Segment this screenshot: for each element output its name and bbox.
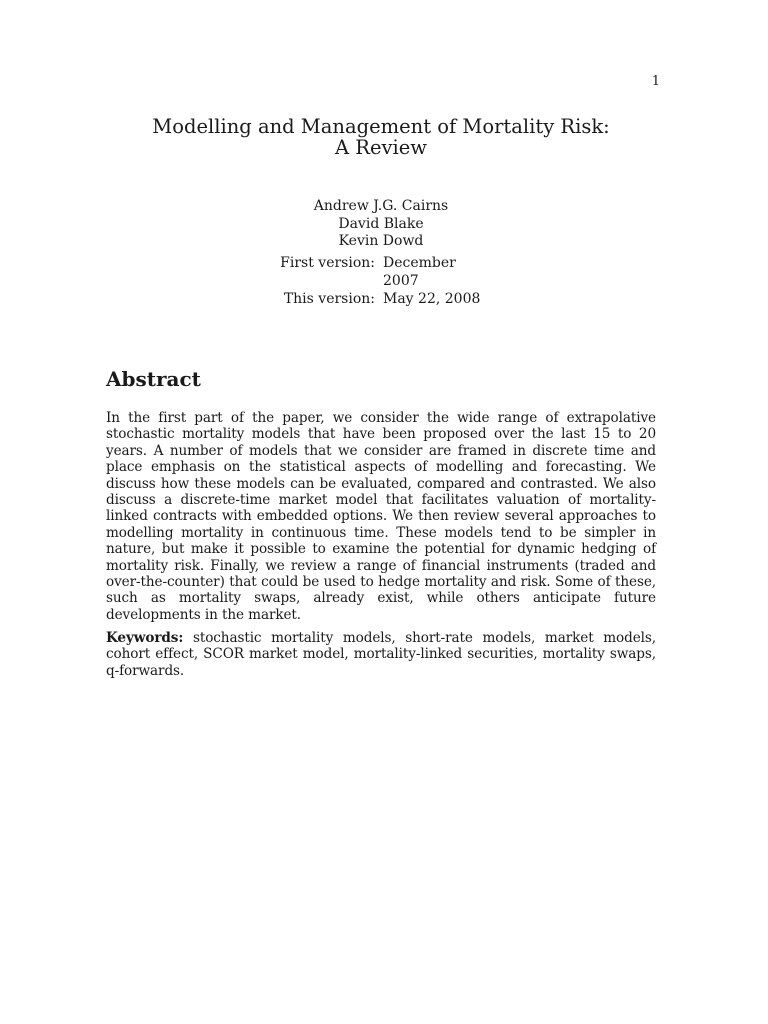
version-date: December 2007 (383, 255, 456, 289)
author-list (200, 198, 562, 251)
title-line-2: A Review (335, 136, 427, 159)
keywords-text: stochastic mortality models, short-rate models, market models, cohort effect, SCOR market model, mortality-linked securities, mortality swaps, q-forwards. (106, 630, 656, 679)
abstract-body: In the first part of the paper, we consider the wide range of extrapolative stochastic mortality models that have been proposed over the last 15 to 20 years. A number of models that we consider are framed in discrete time and place emphasis on the statistical aspects of modelling and forecasting. We discuss how these models can be evaluated, compared and contrasted. We also discuss a discrete-time market model that facilitates valuation of mortality-linked contracts with embedded options. We then review several approaches to modelling mortality in continuous time. These models tend to be simpler in nature, but make it possible to examine the potential for dynamic hedging of mortality risk. Finally, we review a range of financial instruments (traded and over-the-counter) that could be used to hedge mortality and risk. Some of these, such as mortality swaps, already exist, while others anticipate future developments in the market. (106, 410, 656, 623)
page-number: 1 (651, 74, 660, 89)
abstract-heading: Abstract (106, 367, 201, 391)
author-name: Kevin Dowd (338, 233, 424, 249)
version-row-current (200, 290, 562, 308)
author-name: David Blake (338, 215, 424, 232)
version-label: First version: (280, 255, 375, 271)
version-row-first (200, 254, 562, 290)
keywords-label: Keywords: (106, 630, 184, 646)
keywords-paragraph (106, 630, 656, 679)
paper-title (90, 116, 672, 158)
version-date: May 22, 2008 (383, 291, 481, 307)
title-line-1: Modelling and Management of Mortality Risk: (152, 115, 610, 138)
version-label: This version: (283, 291, 375, 307)
version-info (200, 254, 562, 308)
author-name: Andrew J.G. Cairns (313, 198, 449, 214)
